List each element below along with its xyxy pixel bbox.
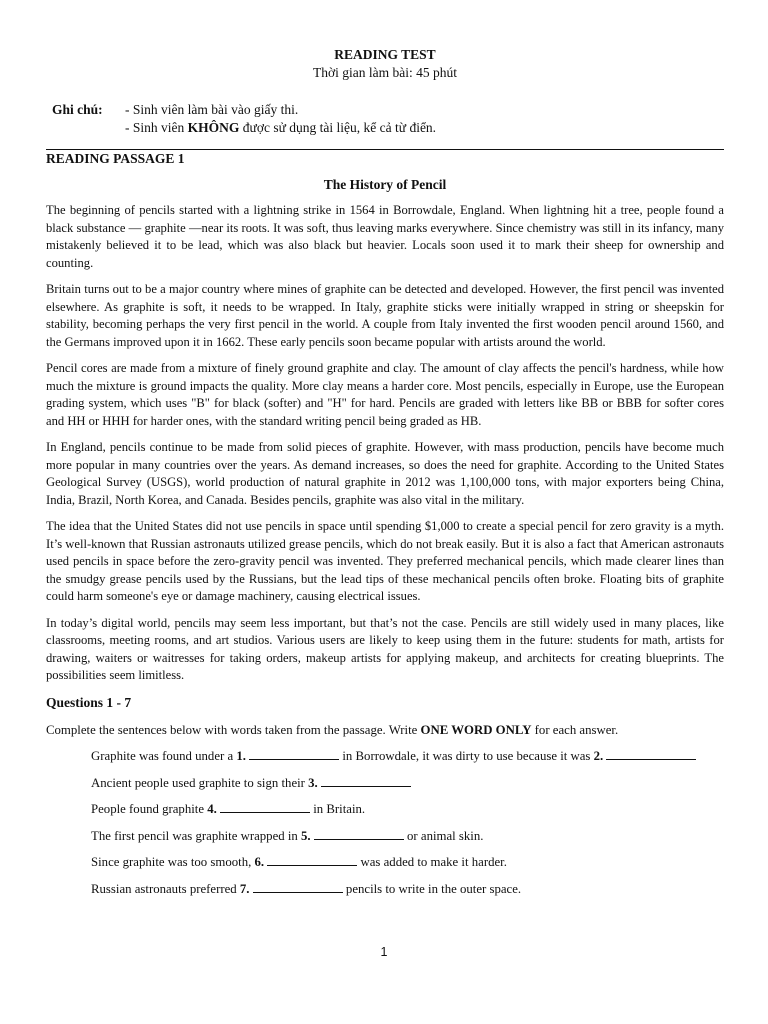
time-limit: Thời gian làm bài: 45 phút	[313, 65, 457, 80]
question-3	[91, 774, 724, 801]
question-4	[91, 800, 724, 827]
q-text: or animal skin.	[403, 828, 484, 843]
paragraph-4: In England, pencils continue to be made from solid pieces of graphite. However, with mass production, pencils have become much more popular in many countries over the years. As demand increases, so does the need for graphite. According to the United States Geological Survey (USGS), world production of natural graphite in 2012 was 1,100,000 tons, with major exporters being China, India, Brazil, North Korea, and Canada. Besides pencils, graphite was also vital in the military.	[46, 440, 724, 507]
q-number: 7.	[239, 881, 250, 896]
instr-pre: Complete the sentences below with words taken from the passage. Write	[46, 722, 421, 737]
answer-blank-3[interactable]	[321, 774, 411, 787]
note-line-2	[125, 119, 436, 137]
paragraph-1: The beginning of pencils started with a lightning strike in 1564 in Borrowdale, England. When lightning hit a tree, people found a black substance — graphite —near its roots. It was soft, thus leaving marks everywhere. Since chemistry was still in its infancy, many mistakenly believed it to be lead, which was also black but heavier. Locals soon used it to mark their sheep for ownership and counting.	[46, 203, 724, 270]
notes-label: Ghi chú:	[52, 102, 103, 117]
paragraph-2: Britain turns out to be a major country where mines of graphite can be detected and developed. However, the first pencil was invented elsewhere. As graphite is soft, it needs to be wrapped. In Italy, graphite sticks were initially wrapped in string or sheepskin for stability, becoming perhaps the very first pencil in the world. A couple from Italy invented the first wooden pencil around 1560, and the Germans improved upon it in 1662. These early pencils soon became popular with artists around the world.	[46, 282, 724, 349]
questions-heading: Questions 1 - 7	[46, 694, 132, 710]
passage-title: The History of Pencil	[323, 177, 447, 192]
q-number: 5.	[301, 828, 311, 843]
note-line-2-bold: KHÔNG	[187, 120, 240, 135]
question-6	[91, 853, 724, 880]
notes-lines	[125, 101, 436, 137]
q-text: People found graphite	[91, 802, 208, 816]
q-number: 1.	[236, 749, 246, 763]
section-heading: READING PASSAGE 1	[46, 151, 185, 166]
question-1-2	[91, 747, 724, 774]
questions-instructions	[46, 722, 724, 740]
passage-body	[46, 202, 724, 685]
question-7	[91, 880, 724, 907]
q-text: was added to make it harder.	[357, 855, 507, 869]
answer-blank-4[interactable]	[220, 800, 310, 813]
q-number: 4.	[207, 802, 217, 816]
q-number: 3.	[308, 775, 318, 790]
q-text: in Britain.	[310, 802, 366, 816]
question-5	[91, 827, 724, 854]
answer-blank-6[interactable]	[267, 853, 357, 866]
test-title: READING TEST	[334, 47, 436, 62]
q-text: Since graphite was too smooth,	[91, 855, 255, 869]
q-text: The first pencil was graphite wrapped in	[91, 828, 302, 843]
instr-bold: ONE WORD ONLY	[420, 722, 532, 737]
paragraph-3: Pencil cores are made from a mixture of finely ground graphite and clay. The amount of clay affects the pencil's hardness, while how much the mixture is ground impacts the quality. More clay means a harder core. Most pencils, especially in Europe, use the European grading system, which uses "B" for black (softer) and "H" for hard. Pencils are graded with letters like BB or BBB for softer cores and HH or HHH for harder ones, with the standard writing pencil being graded as HB.	[46, 361, 724, 428]
note-line-1: - Sinh viên làm bài vào giấy thi.	[125, 102, 299, 117]
document-page	[46, 46, 724, 906]
q-text: Russian astronauts preferred	[91, 881, 240, 896]
notes-block	[52, 101, 724, 137]
page-number: 1	[380, 945, 388, 959]
q-number: 2.	[593, 749, 604, 763]
note-line-2-pre: - Sinh viên	[125, 120, 188, 135]
instr-post: for each answer.	[531, 722, 619, 737]
answer-blank-2[interactable]	[606, 747, 696, 760]
paragraph-5: The idea that the United States did not use pencils in space until spending $1,000 to create a special pencil for zero gravity is a myth. It’s well-known that Russian astronauts utilized grease pencils, which do not break easily. But it is also a fact that American astronauts used pencils in space before the zero-gravity pencil was invented. They preferred mechanical pencils, which made clearer lines than the smudgy grease pencils used by the Russians, but the lead tips of these mechanical pencils often broke. Floating bits of graphite could harm someone's eye or damage machinery, causing electrical issues.	[46, 519, 724, 603]
paragraph-6: In today’s digital world, pencils may seem less important, but that’s not the case. Pencils are still widely used in many places, like classrooms, meeting rooms, and art studios. Various users are likely to keep using them in the future: students for math, artists for drawing, waiters or waitresses for taking orders, makeup artists for applying makeup, and architects for creating blueprints. The possibilities seem limitless.	[46, 615, 724, 682]
answer-blank-5[interactable]	[314, 827, 404, 840]
q-text: pencils to write in the outer space.	[342, 881, 522, 896]
answer-blank-7[interactable]	[253, 880, 343, 893]
q-number: 6.	[254, 855, 265, 869]
question-list	[46, 747, 724, 906]
q-text: in Borrowdale, it was dirty to use because it was	[339, 749, 594, 763]
q-text: Ancient people used graphite to sign their	[91, 775, 309, 790]
note-line-2-post: được sử dụng tài liệu, kể cả từ điển.	[239, 120, 437, 135]
q-text: Graphite was found under a	[91, 749, 237, 763]
answer-blank-1[interactable]	[249, 747, 339, 760]
